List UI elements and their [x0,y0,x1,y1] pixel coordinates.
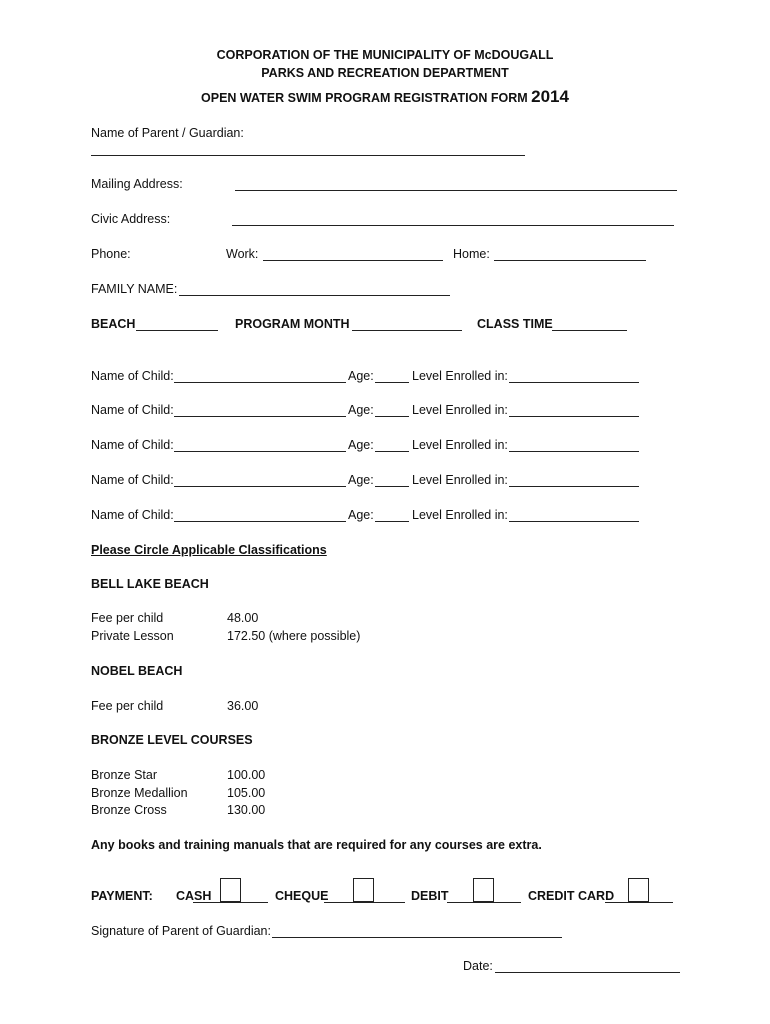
fee-value: 100.00 [227,768,266,782]
child-age-field[interactable] [375,486,409,487]
class-time-field[interactable] [552,330,627,331]
nobel-beach-title: NOBEL BEACH [91,664,183,678]
child-age-label: Age: [348,438,374,452]
child-age-field[interactable] [375,451,409,452]
mailing-address-field[interactable] [235,190,677,191]
form-title-text: OPEN WATER SWIM PROGRAM REGISTRATION FORM [201,91,528,105]
cheque-line [324,902,405,903]
org-title: CORPORATION OF THE MUNICIPALITY OF McDOUGALL [216,48,554,62]
fee-label: Fee per child [91,611,164,625]
bell-lake-title: BELL LAKE BEACH [91,577,209,591]
child-name-field[interactable] [174,486,346,487]
child-row [91,508,651,528]
fee-label: Bronze Star [91,768,158,782]
payment-option-label: CHEQUE [275,889,329,903]
child-level-field[interactable] [509,382,639,383]
child-level-field[interactable] [509,451,639,452]
fee-value: 36.00 [227,699,259,713]
child-age-field[interactable] [375,521,409,522]
child-name-field[interactable] [174,451,346,452]
cash-checkbox[interactable] [220,878,241,902]
fee-value: 105.00 [227,786,266,800]
fee-label: Private Lesson [91,629,174,643]
child-row [91,403,651,423]
form-year: 2014 [531,87,569,106]
fee-label: Fee per child [91,699,164,713]
payment-option-label: CASH [176,889,212,903]
fee-label: Bronze Cross [91,803,167,817]
child-row [91,473,651,493]
child-name-field[interactable] [174,382,346,383]
program-month-label: PROGRAM MONTH [235,317,350,331]
books-note: Any books and training manuals that are required for any courses are extra. [91,838,542,852]
child-row [91,438,651,458]
child-level-label: Level Enrolled in: [412,508,508,522]
fee-value: 172.50 (where possible) [227,629,361,643]
child-level-label: Level Enrolled in: [412,438,508,452]
form-title [0,87,770,107]
credit-card-line [605,902,673,903]
work-label: Work: [226,247,259,261]
child-level-label: Level Enrolled in: [412,369,508,383]
child-name-label: Name of Child: [91,369,174,383]
family-name-label: FAMILY NAME: [91,282,178,296]
fee-value: 130.00 [227,803,266,817]
debit-checkbox[interactable] [473,878,494,902]
child-name-label: Name of Child: [91,438,174,452]
fee-label: Bronze Medallion [91,786,188,800]
civic-address-field[interactable] [232,225,674,226]
phone-label: Phone: [91,247,131,261]
child-age-field[interactable] [375,382,409,383]
home-phone-field[interactable] [494,260,646,261]
credit-card-checkbox[interactable] [628,878,649,902]
bronze-courses-title: BRONZE LEVEL COURSES [91,733,253,747]
family-name-field[interactable] [179,295,450,296]
child-level-field[interactable] [509,486,639,487]
signature-label: Signature of Parent of Guardian: [91,924,271,938]
cheque-checkbox[interactable] [353,878,374,902]
beach-label: BEACH [91,317,136,331]
child-level-label: Level Enrolled in: [412,473,508,487]
payment-label: PAYMENT: [91,889,153,903]
child-age-field[interactable] [375,416,409,417]
guardian-label: Name of Parent / Guardian: [91,126,244,140]
child-name-label: Name of Child: [91,403,174,417]
child-row [91,369,651,389]
child-level-field[interactable] [509,521,639,522]
date-field[interactable] [495,972,680,973]
civic-address-label: Civic Address: [91,212,171,226]
child-name-label: Name of Child: [91,473,174,487]
cash-line [193,902,268,903]
payment-option-label: CREDIT CARD [528,889,615,903]
guardian-field[interactable] [91,155,525,156]
work-phone-field[interactable] [263,260,443,261]
child-level-label: Level Enrolled in: [412,403,508,417]
mailing-address-label: Mailing Address: [91,177,183,191]
child-age-label: Age: [348,369,374,383]
child-level-field[interactable] [509,416,639,417]
child-name-label: Name of Child: [91,508,174,522]
class-time-label: CLASS TIME [477,317,553,331]
program-month-field[interactable] [352,330,462,331]
date-label: Date: [463,959,493,973]
debit-line [447,902,521,903]
payment-option-label: DEBIT [411,889,449,903]
home-label: Home: [453,247,490,261]
classifications-heading: Please Circle Applicable Classifications [91,543,327,557]
dept-title: PARKS AND RECREATION DEPARTMENT [261,66,509,80]
child-name-field[interactable] [174,521,346,522]
beach-field[interactable] [136,330,218,331]
child-age-label: Age: [348,403,374,417]
child-name-field[interactable] [174,416,346,417]
child-age-label: Age: [348,473,374,487]
fee-value: 48.00 [227,611,259,625]
signature-field[interactable] [272,937,562,938]
child-age-label: Age: [348,508,374,522]
